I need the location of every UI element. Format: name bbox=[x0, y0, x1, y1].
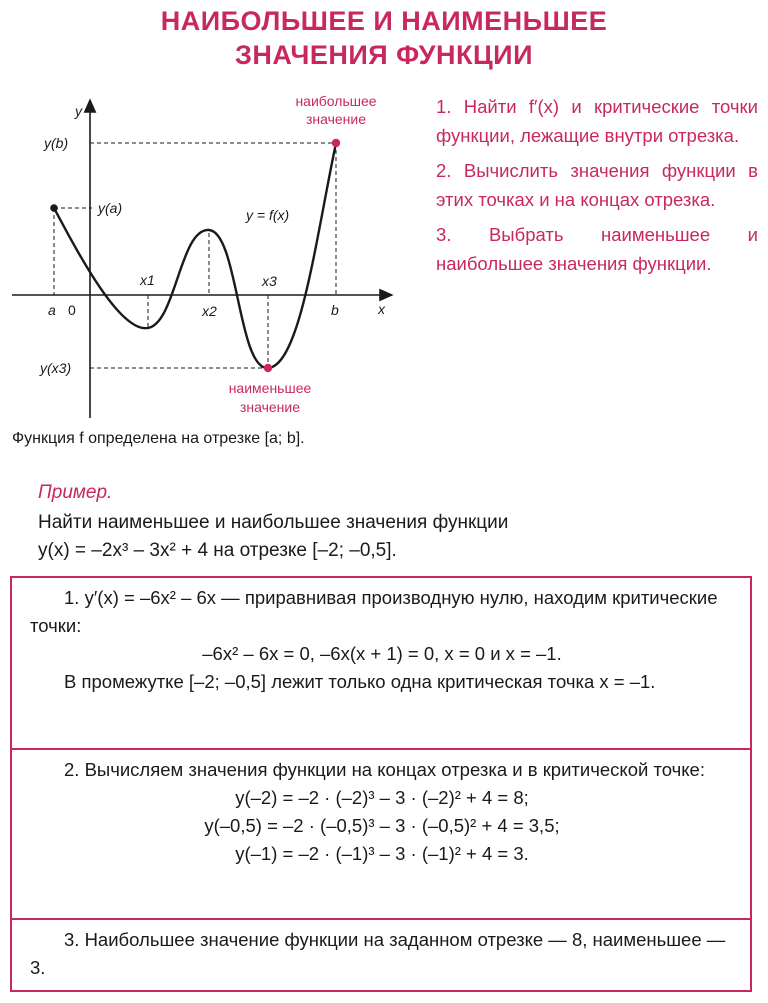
min-label-line-2: значение bbox=[239, 399, 301, 415]
label-yb: y(b) bbox=[44, 135, 69, 151]
max-label-line-1: наибольшее bbox=[295, 93, 377, 109]
label-ya: y(a) bbox=[98, 200, 123, 216]
solution-step-3 bbox=[10, 918, 752, 992]
y-axis-label: y bbox=[75, 103, 82, 119]
step-2-equation-1: y(–2) = –2 · (–2)³ – 3 · (–2)² + 4 = 8; bbox=[235, 787, 529, 808]
step-1: 1. Найти f′(x) и критические точки функции, лежащие внутри отрезка. bbox=[436, 96, 758, 146]
example-task bbox=[38, 509, 508, 565]
label-x1: x1 bbox=[140, 272, 155, 288]
min-point bbox=[264, 364, 272, 372]
label-a: a bbox=[48, 302, 56, 318]
algorithm-steps bbox=[436, 92, 758, 284]
example-line-2: y(x) = –2x³ – 3x² + 4 на отрезке [–2; –0,5]. bbox=[38, 540, 397, 561]
step-2: 2. Вычислить значения функции в этих точках и на концах отрезка. bbox=[436, 160, 758, 210]
min-label-line-1: наименьшее bbox=[228, 380, 312, 396]
label-x3: x3 bbox=[262, 273, 277, 289]
page-title bbox=[0, 4, 768, 72]
step-1-equation: –6x² – 6x = 0, –6x(x + 1) = 0, x = 0 и x = –1. bbox=[202, 643, 562, 664]
step-1-conclusion: В промежутке [–2; –0,5] лежит только одна критическая точка x = –1. bbox=[64, 671, 656, 692]
max-point bbox=[332, 139, 340, 147]
step-2-equation-3: y(–1) = –2 · (–1)³ – 3 · (–1)² + 4 = 3. bbox=[235, 843, 529, 864]
function-curve bbox=[54, 143, 336, 368]
example-label: Пример. bbox=[38, 482, 113, 503]
step-2-text: 2. Вычисляем значения функции на концах отрезка и в критической точке: bbox=[64, 759, 705, 780]
solution-step-1 bbox=[10, 576, 752, 750]
origin-label: 0 bbox=[68, 302, 76, 318]
graph-caption: Функция f определена на отрезке [a; b]. bbox=[12, 430, 305, 447]
step-2-equation-2: y(–0,5) = –2 · (–0,5)³ – 3 · (–0,5)² + 4 = 3,5; bbox=[204, 815, 560, 836]
step-1-text: 1. y′(x) = –6x² – 6x — приравнивая производную нулю, находим критические точки: bbox=[30, 587, 718, 636]
title-line-2: ЗНАЧЕНИЯ ФУНКЦИИ bbox=[235, 40, 533, 70]
label-x2: x2 bbox=[202, 303, 217, 319]
function-graph bbox=[0, 88, 420, 428]
label-b: b bbox=[331, 302, 339, 318]
function-label: y = f(x) bbox=[246, 207, 290, 223]
x-axis-label: x bbox=[378, 301, 385, 317]
solution-step-2 bbox=[10, 748, 752, 920]
title-line-1: НАИБОЛЬШЕЕ И НАИМЕНЬШЕЕ bbox=[160, 6, 608, 36]
max-label-line-2: значение bbox=[305, 111, 367, 127]
step-3: 3. Выбрать наименьшее и наибольшее значения функции. bbox=[436, 224, 758, 274]
example-line-1: Найти наименьшее и наибольшее значения функции bbox=[38, 512, 509, 533]
step-3-text: 3. Наибольшее значение функции на заданном отрезке — 8, наименьшее — 3. bbox=[30, 929, 726, 978]
label-yx3: y(x3) bbox=[40, 360, 72, 376]
point-a bbox=[50, 204, 58, 212]
